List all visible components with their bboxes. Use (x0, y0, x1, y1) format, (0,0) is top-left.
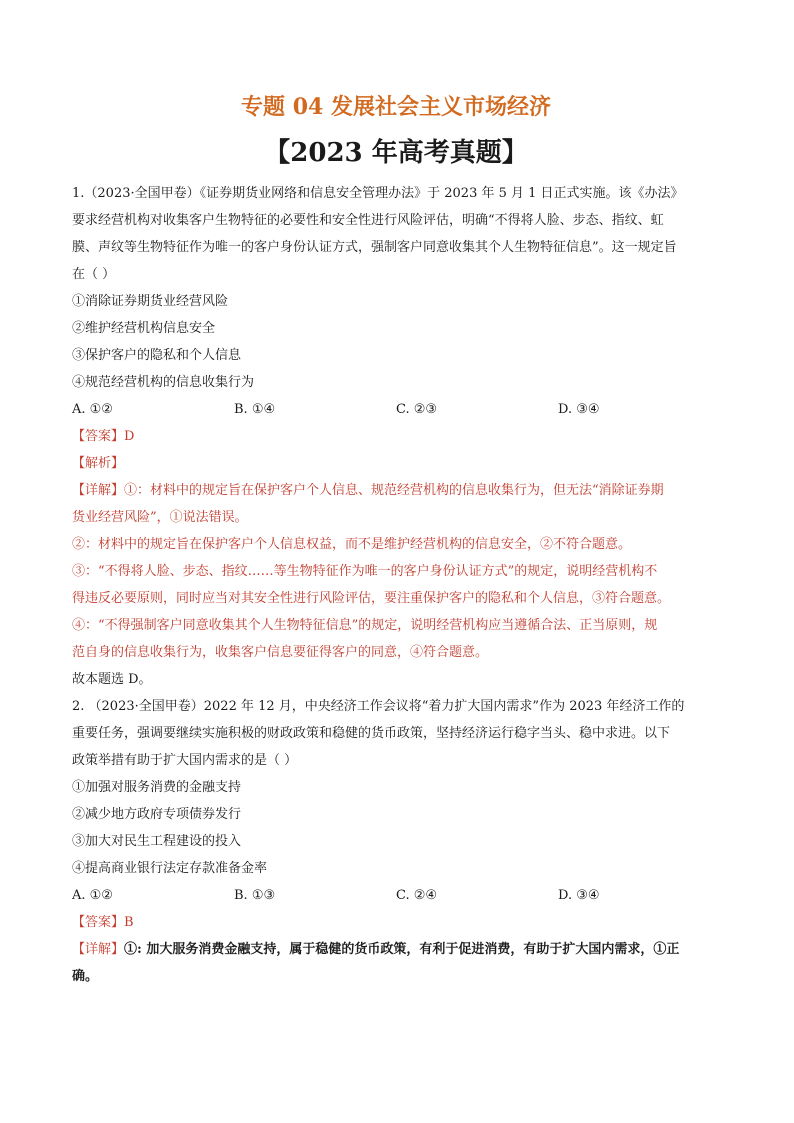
section-heading: 【2023 年高考真题】 (264, 138, 528, 168)
q1-option-d: D. ③④ (558, 402, 600, 417)
q2-stem-line: 重要任务，强调要继续实施积极的财政政策和稳健的货币政策，坚持经济运行稳字当头、稳中求进。以下 (72, 726, 671, 741)
answer-label: 【答案】 (72, 429, 125, 444)
q1-stem-line: 膜、声纹等生物特征作为唯一的客户身份认证方式，强制客户同意收集其个人生物特征信息”。这一规定旨 (72, 240, 677, 255)
q1-detail-4: ④：“不得强制客户同意收集其个人生物特征信息”的规定，说明经营机构应当遵循合法、正当原则，规 (72, 618, 658, 633)
q1-detail-3: ③：“不得将人脸、步态、指纹……等生物特征作为唯一的客户身份认证方式”的规定，说明经营机构不 (72, 564, 658, 579)
q1-stem-line: 要求经营机构对收集客户生物特征的必要性和安全性进行风险评估，明确“不得将人脸、步态、指纹、虹 (72, 213, 664, 228)
page-title: 专题 04 发展社会主义市场经济 (241, 94, 551, 120)
q1-item: ④规范经营机构的信息收集行为 (72, 375, 255, 390)
q1-conclusion: 故本题选 D。 (72, 672, 152, 687)
q2-detail-cont: 确。 (72, 969, 99, 984)
q2-answer (72, 909, 720, 936)
q2-item: ④提高商业银行法定存款准备金率 (72, 861, 268, 876)
q2-stem-line: 政策举措有助于扩大国内需求的是（ ） (72, 753, 298, 768)
answer-label: 【答案】 (72, 915, 125, 930)
q1-answer (72, 423, 720, 450)
q1-detail-1-cont: 货业经营风险”，①说法错误。 (72, 510, 248, 525)
q1-options (72, 396, 720, 423)
q2-stem-line: 2. （2023·全国甲卷）2022 年 12 月，中央经济工作会议将“着力扩大国内需求”作为 2023 年经济工作的 (72, 699, 685, 714)
q2-options (72, 882, 720, 909)
q1-item: ①消除证券期货业经营风险 (72, 294, 229, 309)
q1-option-a: A. ①② (72, 402, 113, 417)
q2-item: ③加大对民生工程建设的投入 (72, 834, 242, 849)
q1-stem-line: 在（ ） (72, 267, 116, 282)
q1-analysis (72, 450, 720, 477)
q1-stem-line: 1.（2023·全国甲卷）《证券期货业网络和信息安全管理办法》于 2023 年 5 月 1 日正式实施。该《办法》 (72, 186, 684, 201)
analysis-label: 【解析】 (72, 456, 125, 471)
answer-value: D (124, 429, 135, 444)
q1-option-b: B. ①④ (234, 402, 276, 417)
q2-option-b: B. ①③ (234, 888, 276, 903)
q2-item: ①加强对服务消费的金融支持 (72, 780, 242, 795)
q1-detail-4-cont: 范自身的信息收集行为，收集客户信息要征得客户的同意，④符合题意。 (72, 645, 489, 660)
q1-detail-1 (72, 477, 720, 504)
q1-option-c: C. ②③ (396, 402, 438, 417)
document-page (72, 92, 720, 990)
q2-item: ②减少地方政府专项债券发行 (72, 807, 242, 822)
answer-value: B (124, 915, 134, 930)
detail-label: 【详解】 (72, 483, 125, 498)
q2-option-a: A. ①② (72, 888, 113, 903)
q1-item: ②维护经营机构信息安全 (72, 321, 216, 336)
q1-item: ③保护客户的隐私和个人信息 (72, 348, 242, 363)
q2-detail (72, 936, 720, 963)
q1-detail-2: ②：材料中的规定旨在保护客户个人信息权益，而不是维护经营机构的信息安全，②不符合题意。 (72, 537, 632, 552)
q1-detail-3-cont: 得违反必要原则，同时应当对其安全性进行风险评估，要注重保护客户的隐私和个人信息，③符合题意。 (72, 591, 671, 606)
q2-option-c: C. ②④ (396, 888, 438, 903)
q2-option-d: D. ③④ (558, 888, 600, 903)
question-1 (72, 180, 720, 693)
question-2 (72, 693, 720, 990)
detail-label: 【详解】 (72, 942, 125, 957)
detail-text: ①：材料中的规定旨在保护客户个人信息、规范经营机构的信息收集行为，但无法“消除证券期 (124, 483, 664, 498)
detail-text: ①: 加大服务消费金融支持，属于稳健的货币政策，有利于促进消费，有助于扩大国内需求，①正 (124, 942, 680, 957)
